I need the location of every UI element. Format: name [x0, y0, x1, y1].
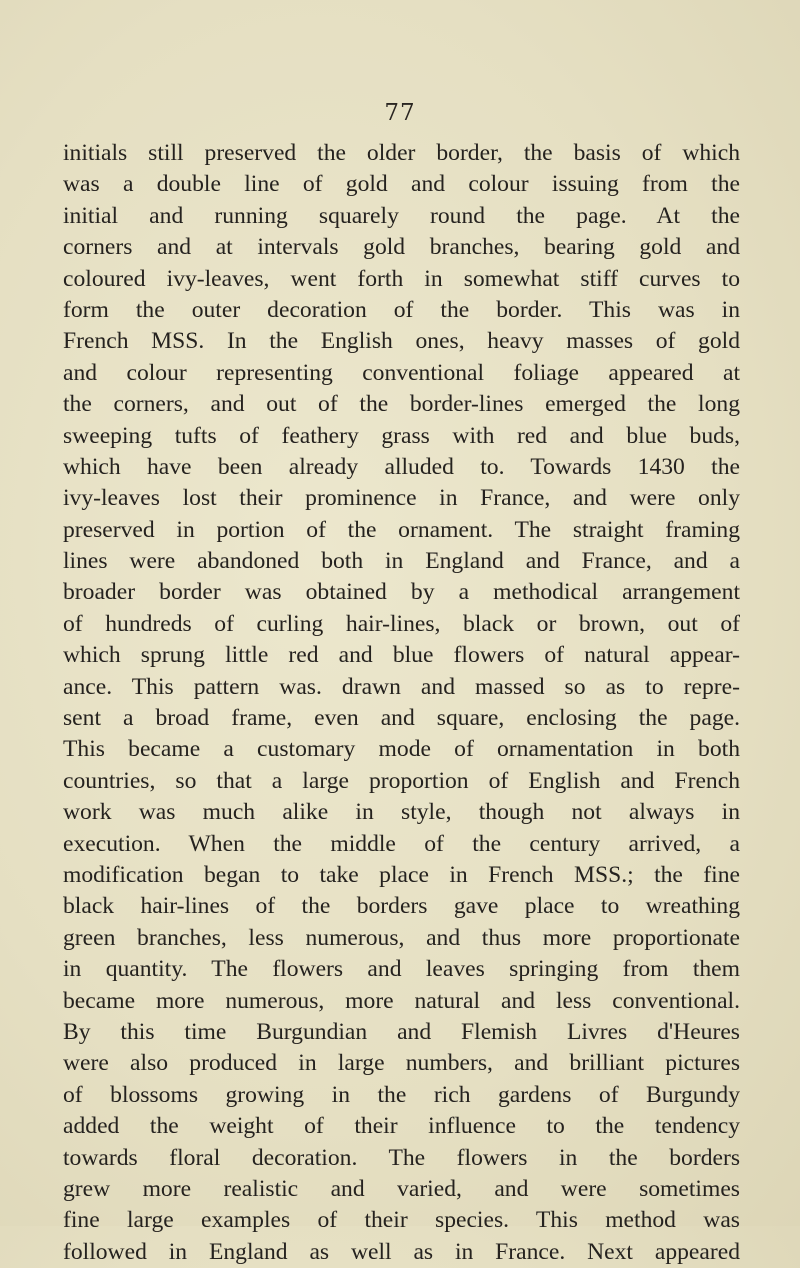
text-line: was a double line of gold and colour issuing from the: [63, 171, 740, 198]
text-line: modification began to take place in French MSS.; the fine: [63, 861, 740, 888]
text-line: corners and at intervals gold branches, bearing gold and: [63, 234, 740, 261]
text-line: form the outer decoration of the border. This was in: [63, 296, 740, 323]
text-line: in quantity. The flowers and leaves springing from them: [63, 956, 740, 983]
text-line: which sprung little red and blue flowers of natural appear-: [63, 642, 740, 669]
text-line: the corners, and out of the border-lines emerged the long: [63, 391, 740, 418]
text-line: green branches, less numerous, and thus more proportionate: [63, 924, 740, 951]
text-line: ance. This pattern was. drawn and massed so as to repre-: [63, 673, 740, 700]
text-line: work was much alike in style, though not always in: [63, 799, 740, 826]
text-line: sent a broad frame, even and square, enclosing the page.: [63, 705, 740, 732]
body-text: [63, 138, 740, 1268]
text-line: lines were abandoned both in England and France, and a: [63, 548, 740, 575]
text-line: countries, so that a large proportion of English and French: [63, 767, 740, 794]
text-line: which have been already alluded to. Towards 1430 the: [63, 453, 740, 480]
text-line: fine large examples of their species. This method was: [63, 1207, 740, 1234]
text-line: grew more realistic and varied, and were sometimes: [63, 1175, 740, 1202]
text-line: of blossoms growing in the rich gardens of Burgundy: [63, 1081, 740, 1108]
text-line: of hundreds of curling hair-lines, black or brown, out of: [63, 610, 740, 637]
text-line: and colour representing conventional foliage appeared at: [63, 359, 740, 386]
text-line: ivy-leaves lost their prominence in France, and were only: [63, 485, 740, 512]
text-line: were also produced in large numbers, and brilliant pictures: [63, 1050, 740, 1077]
text-line: black hair-lines of the borders gave place to wreathing: [63, 893, 740, 920]
text-line: By this time Burgundian and Flemish Livres d'Heures: [63, 1018, 740, 1045]
text-line: followed in England as well as in France. Next appeared: [63, 1238, 740, 1265]
page-number: 77: [384, 100, 416, 126]
text-line: initials still preserved the older border, the basis of which: [63, 140, 740, 166]
text-line: coloured ivy-leaves, went forth in somewhat stiff curves to: [63, 265, 740, 292]
text-line: initial and running squarely round the page. At the: [63, 202, 740, 229]
text-line: towards floral decoration. The flowers in the borders: [63, 1144, 740, 1171]
text-line: added the weight of their influence to the tendency: [63, 1113, 740, 1140]
text-line: became more numerous, more natural and less conventional.: [63, 987, 740, 1014]
text-line: This became a customary mode of ornamentation in both: [63, 736, 740, 763]
text-line: execution. When the middle of the century arrived, a: [63, 830, 740, 857]
text-line: broader border was obtained by a methodical arrangement: [63, 579, 740, 606]
text-line: French MSS. In the English ones, heavy masses of gold: [63, 328, 740, 355]
text-line: preserved in portion of the ornament. The straight framing: [63, 516, 740, 543]
text-line: sweeping tufts of feathery grass with red and blue buds,: [63, 422, 740, 449]
